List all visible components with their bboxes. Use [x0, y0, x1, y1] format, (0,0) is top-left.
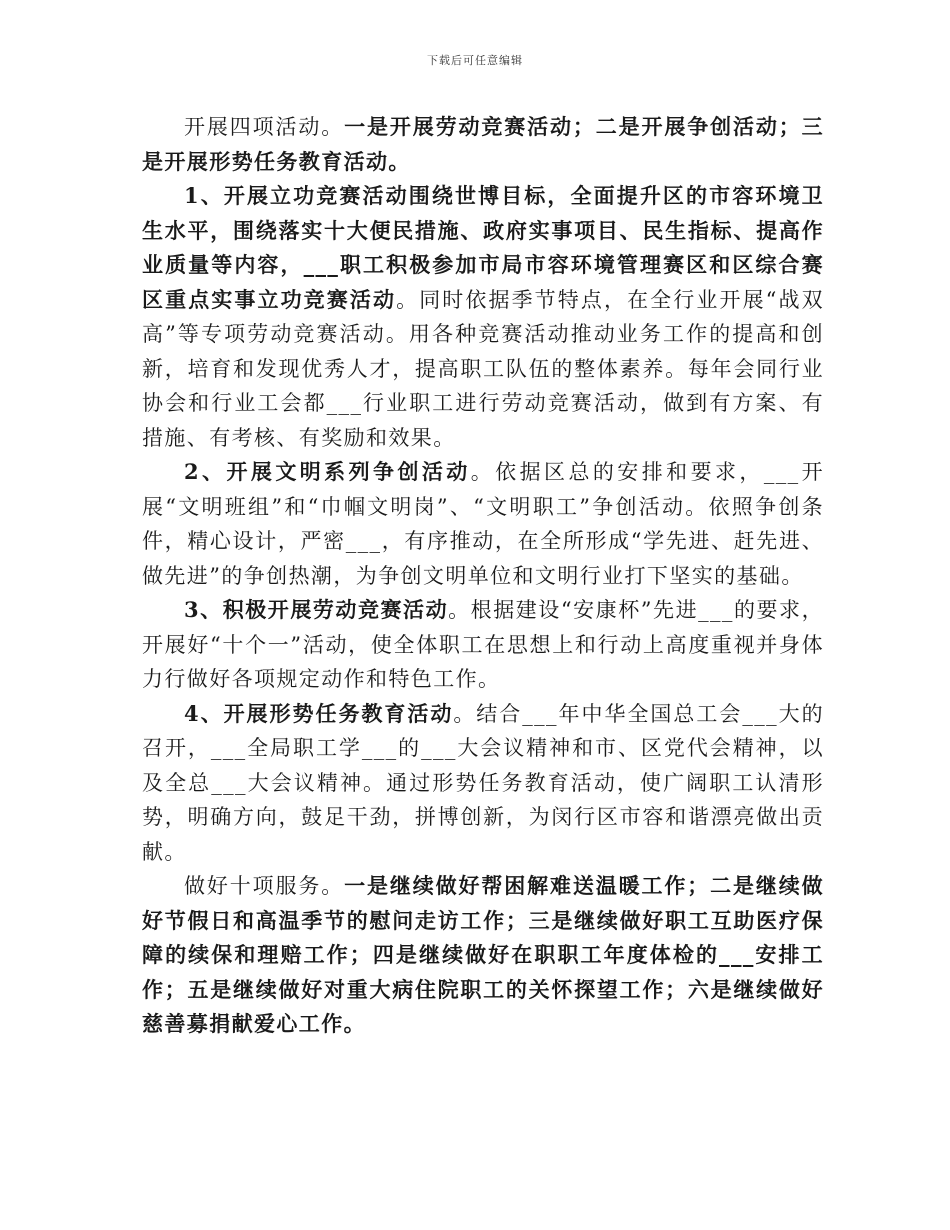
- paragraph-four-activities: [142, 110, 824, 179]
- paragraph-lead: 做好十项服务。: [184, 874, 345, 898]
- paragraph-rest: 。结合___年中华全国总工会___大的召开，___全局职工学___的___大会议精神和市、区党代会精神，以及全总___大会议精神。通过形势任务教育活动，使广阔职工认清形势，明确方向，鼓足干劲，拼博创新，为闵行区市容和谐漂亮做出贡献。: [142, 701, 824, 864]
- paragraph-item-1: [142, 179, 824, 455]
- paragraph-rest: 。依据区总的安排和要求，___开展“文明班组”和“巾帼文明岗”、“文明职工”争创活动。依照争创条件，精心设计，严密___，有序推动，在全所形成“学先进、赶先进、做先进”的争创热潮，为争创文明单位和文明行业打下坚实的基础。: [142, 460, 824, 588]
- document-body: [142, 110, 824, 1042]
- page-header: 下载后可任意编辑: [427, 54, 523, 67]
- paragraph-rest: 。根据建设“安康杯”先进___的要求，开展好“十个一”活动，使全体职工在思想上和行动上高度重视并身体力行做好各项规定动作和特色工作。: [142, 598, 824, 691]
- paragraph-bold: 2、开展文明系列争创活动: [184, 459, 471, 484]
- paragraph-lead: 开展四项活动。: [184, 115, 345, 139]
- paragraph-bold: 3、积极开展劳动竞赛活动: [184, 597, 449, 622]
- paragraph-rest: 。同时依据季节特点，在全行业开展“战双高”等专项劳动竞赛活动。用各种竞赛活动推动业务工作的提高和创新，培育和发现优秀人才，提高职工队伍的整体素养。每年会同行业协会和行业工会都___行业职工进行劳动竞赛活动，做到有方案、有措施、有考核、有奖励和效果。: [142, 287, 824, 450]
- paragraph-bold: 1、开展立功竞赛活动围绕世博目标，全面提升区的市容环境卫生水平，围绕落实十大便民措施、政府实事项目、民生指标、提高作业质量等内容，___职工积极参加市局市容环境管理赛区和区综合赛区重点实事立功竞赛活动: [142, 183, 824, 312]
- paragraph-item-3: [142, 593, 824, 697]
- paragraph-ten-services: [142, 869, 824, 1042]
- paragraph-bold: 一是开展劳动竞赛活动；二是开展争创活动；三是开展形势任务教育活动。: [142, 114, 824, 174]
- paragraph-item-4: [142, 697, 824, 870]
- paragraph-item-2: [142, 455, 824, 593]
- paragraph-bold: 4、开展形势任务教育活动: [184, 700, 454, 726]
- paragraph-bold: 一是继续做好帮困解难送温暖工作；二是继续做好节假日和高温季节的慰问走访工作；三是继续做好职工互助医疗保障的续保和理赔工作；四是继续做好在职职工年度体检的___安排工作；五是继续做好对重大病住院职工的关怀探望工作；六是继续做好慈善募捐献爱心工作。: [142, 873, 824, 1036]
